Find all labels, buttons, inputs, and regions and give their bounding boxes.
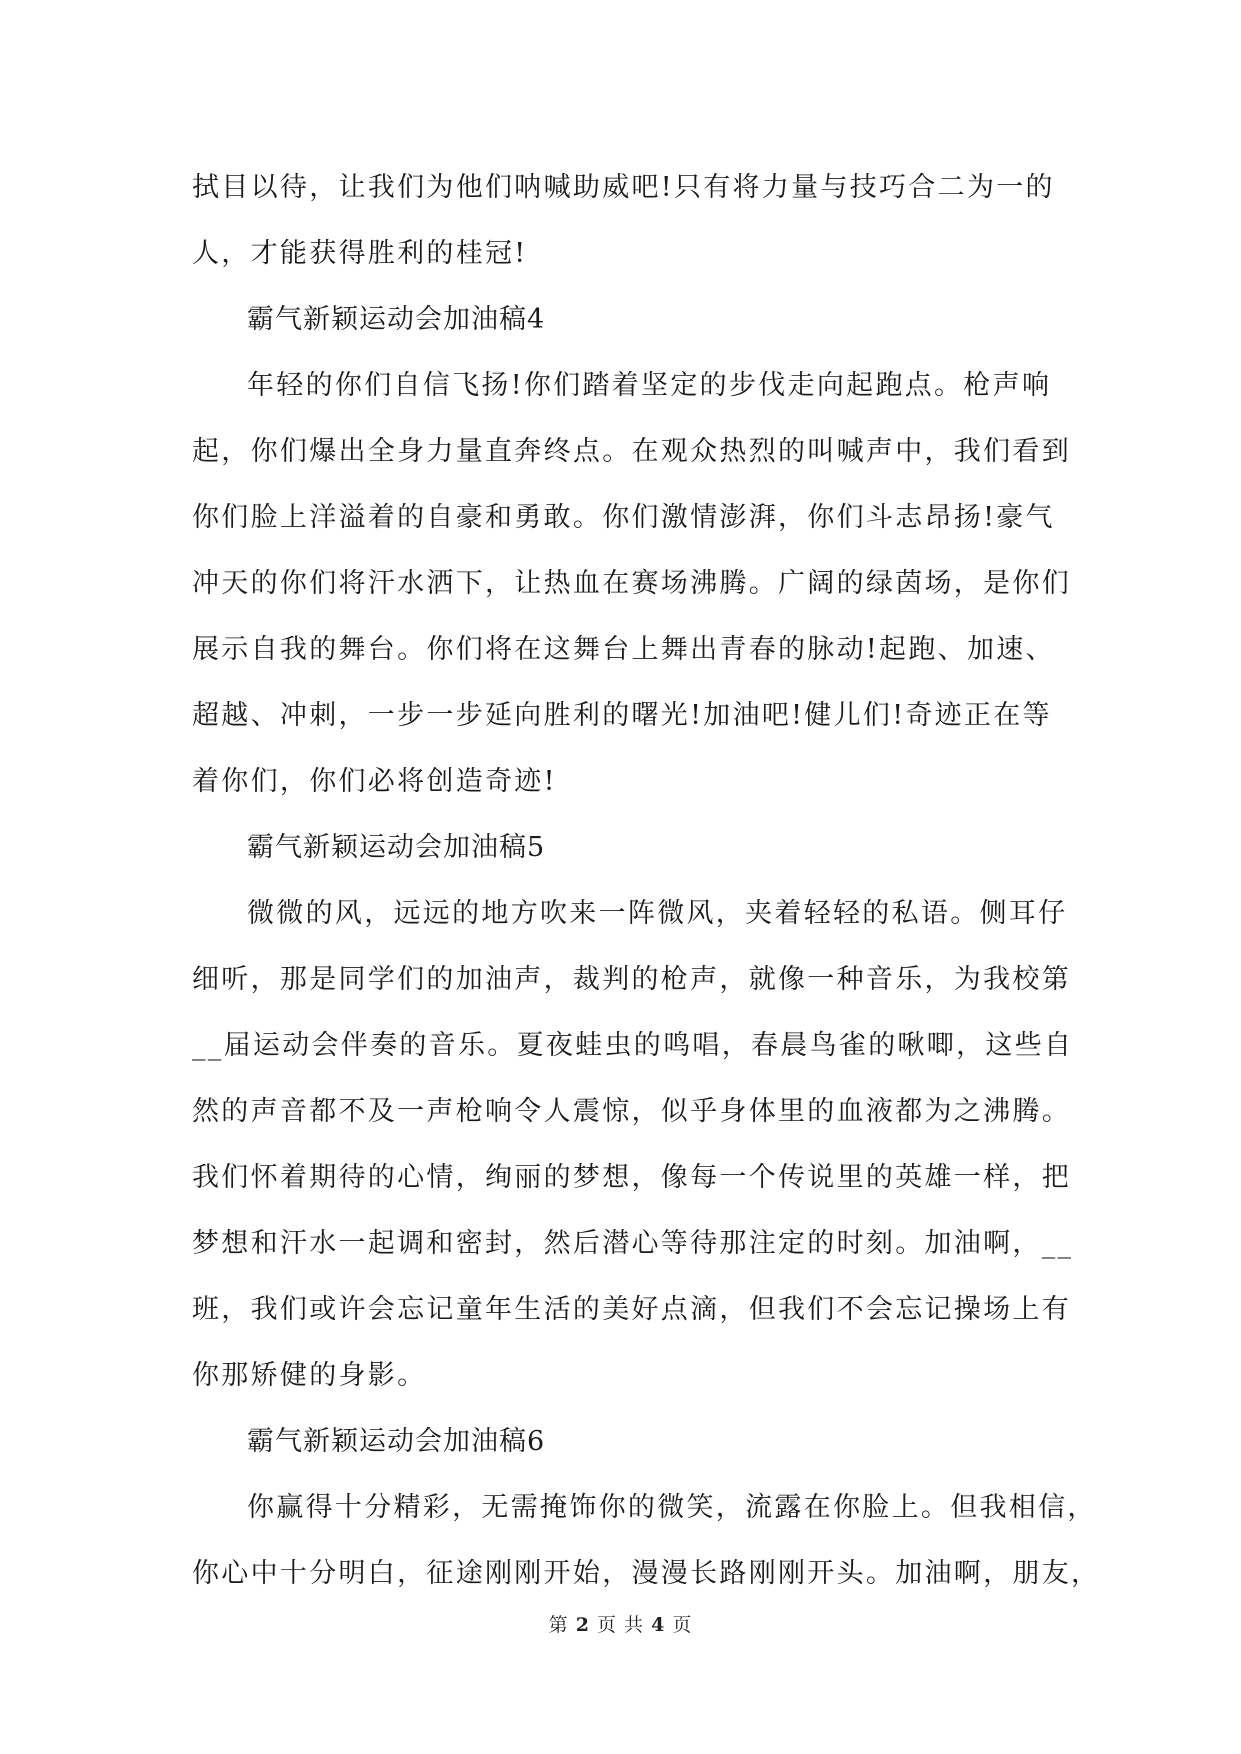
- paragraph-line: 班，我们或许会忘记童年生活的美好点滴，但我们不会忘记操场上有: [192, 1294, 1071, 1325]
- footer-suffix: 页: [665, 1614, 693, 1636]
- paragraph-line: 你心中十分明白，征途刚刚开始，漫漫长路刚刚开头。加油啊，朋友，: [192, 1558, 1101, 1589]
- footer-total-pages: 4: [651, 1614, 666, 1636]
- paragraph-line: 梦想和汗水一起调和密封，然后潜心等待那注定的时刻。加油啊，__: [192, 1228, 1074, 1259]
- paragraph-line: 年轻的你们自信飞扬!你们踏着坚定的步伐走向起跑点。枪声响: [247, 370, 1052, 401]
- paragraph-line: 你那矫健的身影。: [192, 1360, 427, 1391]
- paragraph-line: 起，你们爆出全身力量直奔终点。在观众热烈的叫喊声中，我们看到: [192, 436, 1071, 467]
- paragraph-line: 微微的风，远远的地方吹来一阵微风，夹着轻轻的私语。侧耳仔: [247, 898, 1068, 929]
- paragraph-line: 你们脸上洋溢着的自豪和勇敢。你们激情澎湃，你们斗志昂扬!豪气: [192, 502, 1055, 533]
- paragraph-line: 冲天的你们将汗水洒下，让热血在赛场沸腾。广阔的绿茵场，是你们: [192, 568, 1071, 599]
- footer-prefix: 第: [548, 1614, 576, 1636]
- section-heading: 霸气新颖运动会加油稿4: [247, 304, 546, 335]
- paragraph-line: 你赢得十分精彩，无需掩饰你的微笑，流露在你脸上。但我相信，: [247, 1492, 1097, 1523]
- paragraph-line: __届运动会伴奏的音乐。夏夜蛙虫的鸣唱，春晨鸟雀的啾唧，这些自: [192, 1030, 1074, 1061]
- paragraph-line: 拭目以待，让我们为他们呐喊助威吧!只有将力量与技巧合二为一的: [192, 172, 1055, 203]
- footer-middle: 页 共: [589, 1614, 652, 1636]
- paragraph-line: 着你们，你们必将创造奇迹!: [192, 766, 557, 797]
- section-heading: 霸气新颖运动会加油稿6: [247, 1426, 546, 1457]
- paragraph-line: 超越、冲刺，一步一步延向胜利的曙光!加油吧!健儿们!奇迹正在等: [192, 700, 1052, 731]
- paragraph-line: 然的声音都不及一声枪响令人震惊，似乎身体里的血液都为之沸腾。: [192, 1096, 1071, 1127]
- footer-current-page: 2: [575, 1614, 590, 1636]
- paragraph-line: 展示自我的舞台。你们将在这舞台上舞出青春的脉动!起跑、加速、: [192, 634, 1055, 665]
- paragraph-line: 细听，那是同学们的加油声，裁判的枪声，就像一种音乐，为我校第: [192, 964, 1071, 995]
- paragraph-line: 人，才能获得胜利的桂冠!: [192, 238, 528, 269]
- page-footer: [0, 1610, 1241, 1637]
- paragraph-line: 我们怀着期待的心情，绚丽的梦想，像每一个传说里的英雄一样，把: [192, 1162, 1071, 1193]
- section-heading: 霸气新颖运动会加油稿5: [247, 832, 546, 863]
- document-body: [192, 155, 1101, 1607]
